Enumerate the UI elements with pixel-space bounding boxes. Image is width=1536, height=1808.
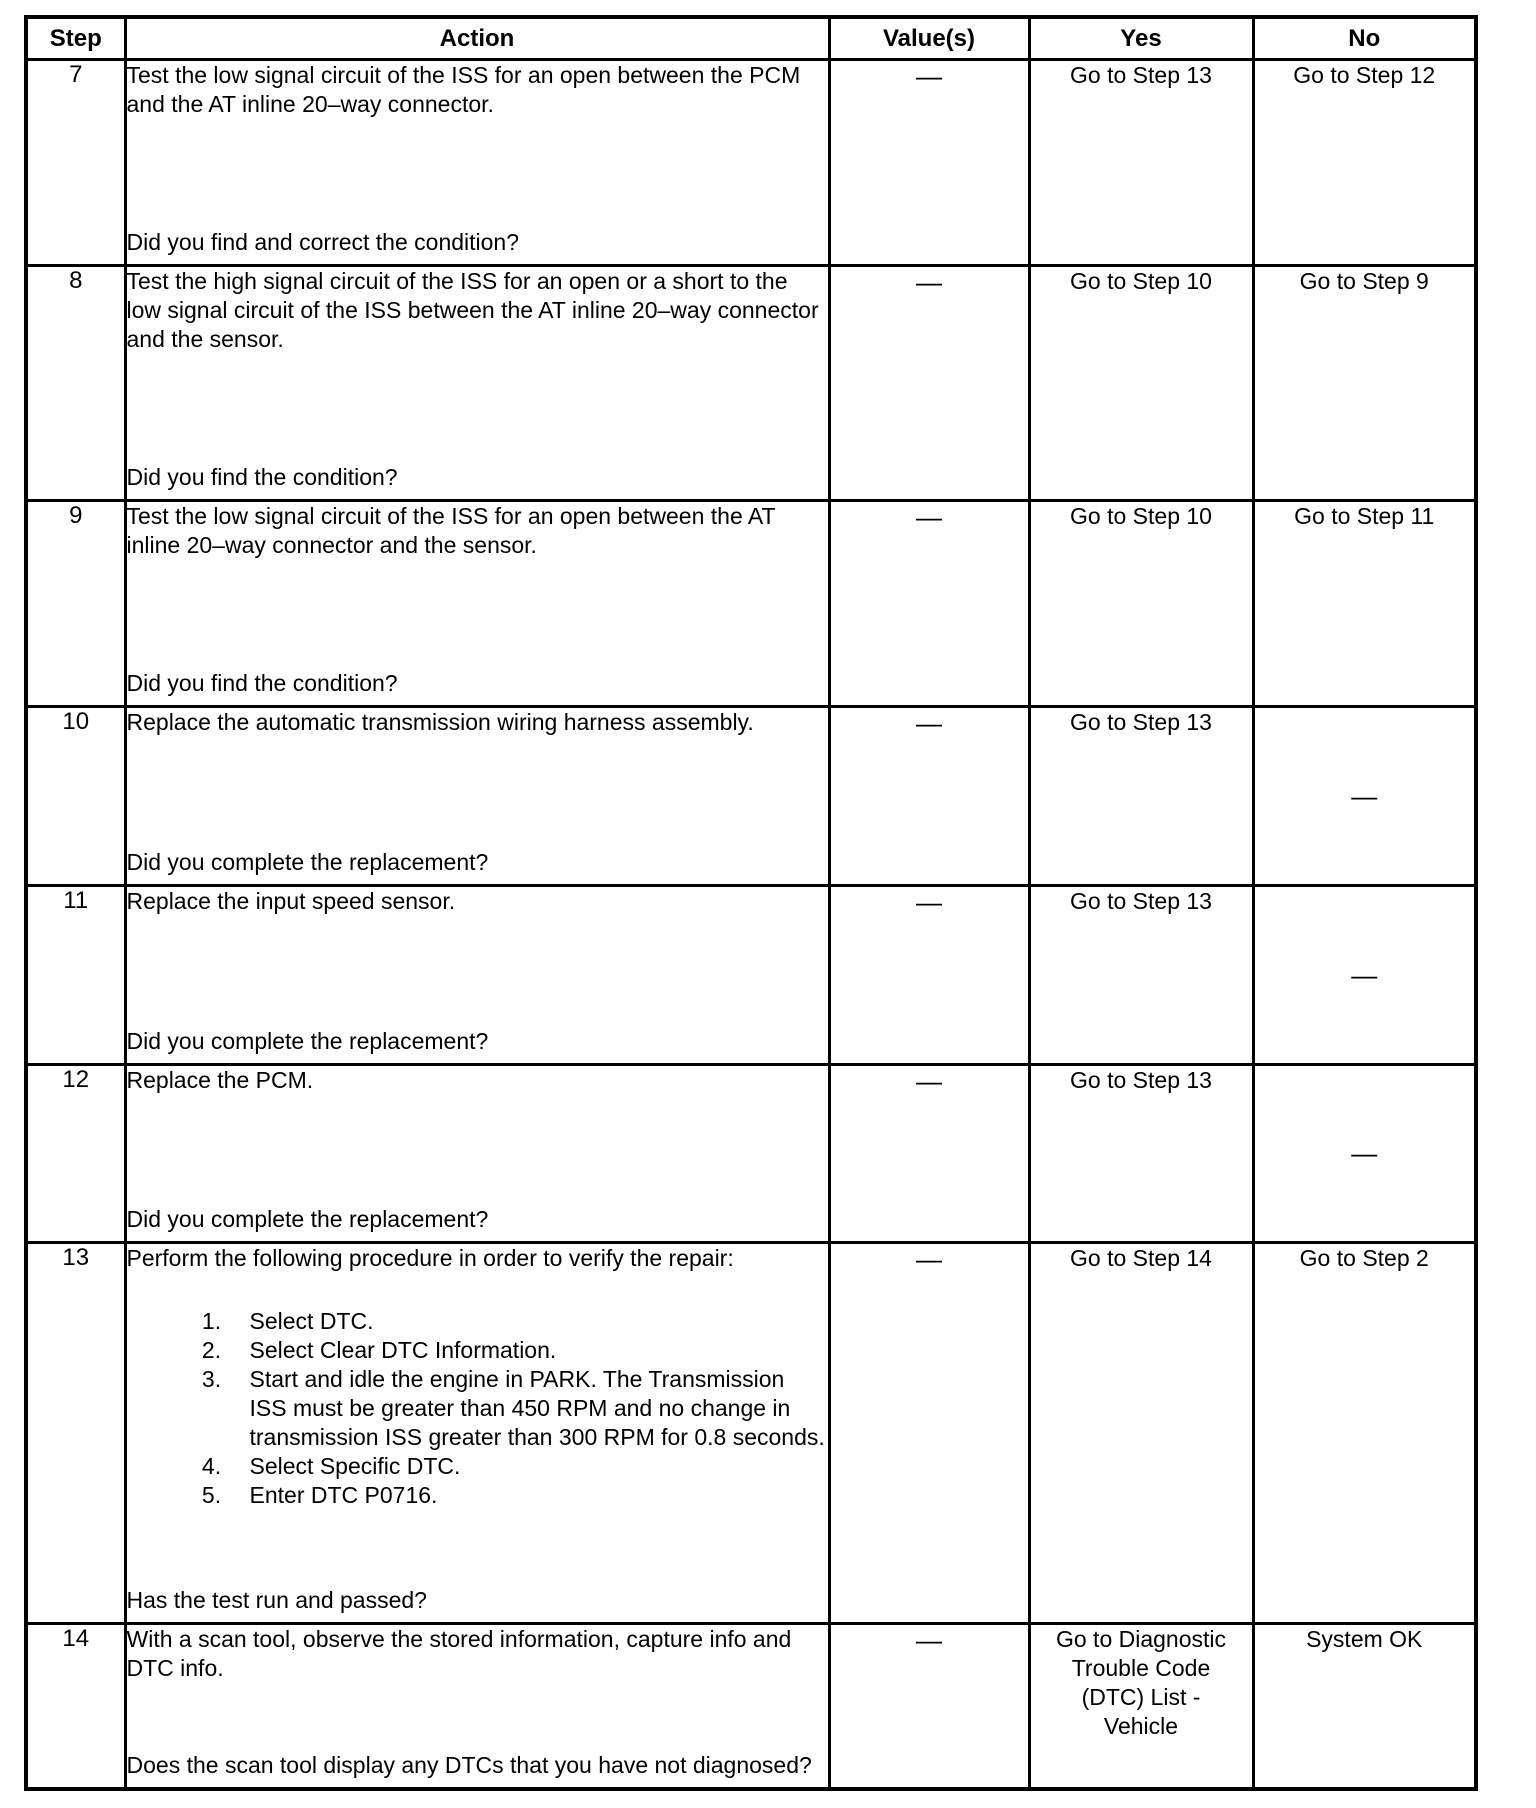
no-cell: Go to Step 12 [1253,60,1476,266]
action-instruction: Replace the input speed sensor. [126,888,456,914]
yes-link-text: Go to Diagnostic Trouble Code (DTC) List - Vehicle [1055,1626,1227,1739]
step-number: 11 [26,886,125,1065]
action-question: Does the scan tool display any DTCs that you have not diagnosed? [126,1752,812,1778]
action-instruction: Test the high signal circuit of the ISS for an open or a short to the low signal circuit of the ISS between the AT inline 20–way connector and the sensor. [126,268,819,352]
header-step: Step [26,17,125,60]
procedure-list [127,1307,828,1510]
yes-cell: Go to Step 10 [1029,266,1253,501]
table-row [26,1065,1476,1243]
yes-cell [1029,1624,1253,1789]
action-instruction: Perform the following procedure in order to verify the repair: [126,1245,734,1271]
yes-cell: Go to Step 13 [1029,707,1253,886]
value-cell: — [829,1624,1029,1789]
no-cell: — [1253,886,1476,1065]
action-instruction: Replace the automatic transmission wiring harness assembly. [126,709,754,735]
value-cell: — [829,707,1029,886]
step-number: 12 [26,1065,125,1243]
diagnostic-table [24,15,1478,1791]
action-question: Did you find the condition? [126,670,398,696]
value-cell: — [829,501,1029,707]
table-row [26,501,1476,707]
action-question: Did you complete the replacement? [126,1206,489,1232]
header-no: No [1253,17,1476,60]
no-cell: — [1253,707,1476,886]
action-cell [125,266,829,501]
action-cell [125,60,829,266]
value-cell: — [829,1243,1029,1624]
yes-cell: Go to Step 13 [1029,886,1253,1065]
list-item: 2. Select Clear DTC Information. [228,1336,828,1365]
step-number: 8 [26,266,125,501]
action-cell [125,1065,829,1243]
yes-cell: Go to Step 13 [1029,60,1253,266]
action-instruction: Test the low signal circuit of the ISS for an open between the PCM and the AT inline 20–way connector. [126,62,801,117]
list-item: 5. Enter DTC P0716. [228,1481,828,1510]
step-number: 14 [26,1624,125,1789]
step-number: 7 [26,60,125,266]
value-cell: — [829,60,1029,266]
table-row [26,707,1476,886]
yes-cell: Go to Step 14 [1029,1243,1253,1624]
action-question: Did you find the condition? [126,464,398,490]
no-cell: — [1253,1065,1476,1243]
no-cell: System OK [1253,1624,1476,1789]
action-instruction: Replace the PCM. [126,1067,314,1093]
action-cell [125,1243,829,1624]
header-values: Value(s) [829,17,1029,60]
value-cell: — [829,266,1029,501]
action-question: Did you complete the replacement? [126,849,489,875]
value-cell: — [829,886,1029,1065]
yes-cell: Go to Step 10 [1029,501,1253,707]
no-cell: Go to Step 9 [1253,266,1476,501]
table-row [26,266,1476,501]
table-row [26,60,1476,266]
action-question: Has the test run and passed? [126,1587,427,1613]
step-number: 9 [26,501,125,707]
step-number: 13 [26,1243,125,1624]
no-cell: Go to Step 2 [1253,1243,1476,1624]
table-row [26,886,1476,1065]
header-action: Action [125,17,829,60]
action-cell [125,707,829,886]
header-row [26,17,1476,60]
list-item: 4. Select Specific DTC. [228,1452,828,1481]
step-number: 10 [26,707,125,886]
list-item: 3. Start and idle the engine in PARK. The Transmission ISS must be greater than 450 RPM and no change in transmission ISS greater than 300 RPM for 0.8 seconds. [228,1365,828,1452]
action-cell [125,1624,829,1789]
table-row [26,1243,1476,1624]
list-item: 1. Select DTC. [228,1307,828,1336]
header-yes: Yes [1029,17,1253,60]
yes-cell: Go to Step 13 [1029,1065,1253,1243]
no-cell: Go to Step 11 [1253,501,1476,707]
action-cell [125,886,829,1065]
action-cell [125,501,829,707]
action-question: Did you complete the replacement? [126,1028,489,1054]
action-question: Did you find and correct the condition? [126,229,520,255]
action-instruction: With a scan tool, observe the stored information, capture info and DTC info. [126,1626,792,1681]
action-instruction: Test the low signal circuit of the ISS for an open between the AT inline 20–way connector and the sensor. [126,503,776,558]
value-cell: — [829,1065,1029,1243]
table-row [26,1624,1476,1789]
